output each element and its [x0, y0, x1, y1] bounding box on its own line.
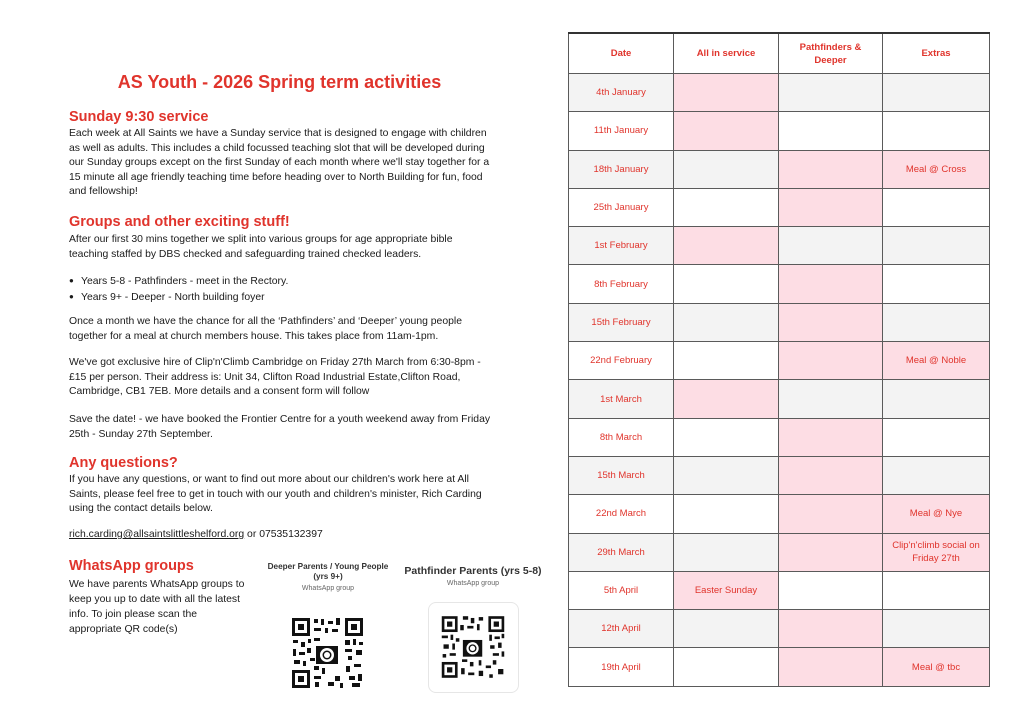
cell-all-in-service	[674, 380, 779, 418]
cell-all-in-service	[674, 227, 779, 265]
cell-pathfinders-deeper	[779, 610, 883, 648]
questions-heading: Any questions?	[69, 455, 178, 471]
cell-extras: Meal @ Cross	[883, 150, 990, 188]
questions-body: If you have any questions, or want to find out more about our children's work here at All Saints, please feel free to get in touch with our youth and children's minister, Rich Carding using the contact details below.	[69, 474, 482, 514]
cell-pathfinders-deeper	[779, 495, 883, 533]
table-row	[569, 112, 990, 150]
cell-pathfinders-deeper	[779, 571, 883, 609]
cell-date: 8th March	[569, 418, 674, 456]
qr-subtitle: WhatsApp group	[301, 585, 355, 592]
cell-date: 19th April	[569, 648, 674, 686]
cell-extras	[883, 265, 990, 303]
groups-bullet-list	[69, 273, 288, 305]
table-row	[569, 495, 990, 533]
deeper-qr-code[interactable]	[290, 616, 365, 690]
cell-all-in-service	[674, 648, 779, 686]
groups-body: After our first 30 mins together we split into various groups for age appropriate bible teaching staffed by DBS checked and safeguarding trained checked leaders.	[69, 234, 453, 260]
cell-extras: Meal @ Noble	[883, 342, 990, 380]
cell-all-in-service	[674, 456, 779, 494]
cell-pathfinders-deeper	[779, 303, 883, 341]
cell-pathfinders-deeper	[779, 74, 883, 112]
table-row	[569, 571, 990, 609]
cell-all-in-service	[674, 533, 779, 571]
cell-date: 12th April	[569, 610, 674, 648]
cell-date: 5th April	[569, 571, 674, 609]
cell-all-in-service	[674, 112, 779, 150]
table-row	[569, 610, 990, 648]
column-header-pathfinders-deeper: Pathfinders & Deeper	[779, 33, 883, 74]
whatsapp-heading: WhatsApp groups	[69, 558, 194, 574]
cell-date: 8th February	[569, 265, 674, 303]
climb-paragraph: We've got exclusive hire of Clip'n'Climb Cambridge on Friday 27th March from 6:30-8pm - £15 per person. Their address is: Unit 34, Clifton Road Industrial Estate,Clifton Road, Cambridge, CB1 7EB. More details and a consent form will follow	[69, 357, 481, 397]
table-row	[569, 150, 990, 188]
qr-title: Pathfinder Parents (yrs 5-8)	[404, 565, 542, 577]
cell-date: 11th January	[569, 112, 674, 150]
groups-heading: Groups and other exciting stuff!	[69, 214, 290, 230]
schedule-table	[568, 32, 990, 687]
cell-all-in-service	[674, 150, 779, 188]
deeper-qr-label	[262, 562, 394, 592]
table-row	[569, 418, 990, 456]
cell-extras	[883, 571, 990, 609]
cell-date: 18th January	[569, 150, 674, 188]
cell-pathfinders-deeper	[779, 380, 883, 418]
cell-extras: Meal @ Nye	[883, 495, 990, 533]
pathfinder-qr-code[interactable]	[440, 613, 506, 681]
cell-extras	[883, 456, 990, 494]
cell-date: 1st March	[569, 380, 674, 418]
cell-pathfinders-deeper	[779, 342, 883, 380]
cell-date: 25th January	[569, 188, 674, 226]
schedule-body	[569, 74, 990, 687]
cell-extras	[883, 227, 990, 265]
cell-all-in-service: Easter Sunday	[674, 571, 779, 609]
cell-date: 29th March	[569, 533, 674, 571]
cell-extras	[883, 112, 990, 150]
cell-date: 4th January	[569, 74, 674, 112]
cell-extras: Meal @ tbc	[883, 648, 990, 686]
table-row	[569, 74, 990, 112]
column-header-all-in-service: All in service	[674, 33, 779, 74]
table-row	[569, 648, 990, 686]
column-header-date: Date	[569, 33, 674, 74]
table-row	[569, 303, 990, 341]
or-text: or	[247, 529, 257, 540]
table-row	[569, 533, 990, 571]
whatsapp-body: We have parents WhatsApp groups to keep you up to date with all the latest info. To join please scan the appropriate QR code(s)	[69, 579, 245, 635]
cell-pathfinders-deeper	[779, 418, 883, 456]
cell-extras	[883, 188, 990, 226]
cell-date: 15th March	[569, 456, 674, 494]
cell-pathfinders-deeper	[779, 533, 883, 571]
column-header-extras: Extras	[883, 33, 990, 74]
table-row	[569, 342, 990, 380]
cell-date: 22nd March	[569, 495, 674, 533]
cell-date: 22nd February	[569, 342, 674, 380]
weekend-paragraph: Save the date! - we have booked the Frontier Centre for a youth weekend away from Friday 25th - Sunday 27th September.	[69, 414, 491, 440]
cell-all-in-service	[674, 303, 779, 341]
sunday-heading: Sunday 9:30 service	[69, 109, 209, 125]
cell-extras	[883, 380, 990, 418]
cell-all-in-service	[674, 418, 779, 456]
cell-all-in-service	[674, 74, 779, 112]
table-row	[569, 456, 990, 494]
pathfinder-qr-label	[397, 565, 549, 587]
qr-subtitle: WhatsApp group	[446, 580, 500, 587]
cell-pathfinders-deeper	[779, 188, 883, 226]
table-row	[569, 227, 990, 265]
cell-pathfinders-deeper	[779, 265, 883, 303]
cell-all-in-service	[674, 610, 779, 648]
cell-all-in-service	[674, 188, 779, 226]
email-link[interactable]: rich.carding@allsaintslittleshelford.org	[69, 529, 245, 540]
cell-all-in-service	[674, 342, 779, 380]
cell-extras	[883, 303, 990, 341]
list-item: ● Years 5-8 - Pathfinders - meet in the Rectory.	[69, 273, 288, 289]
table-row	[569, 188, 990, 226]
cell-all-in-service	[674, 495, 779, 533]
cell-extras	[883, 74, 990, 112]
table-row	[569, 265, 990, 303]
list-item: ● Years 9+ - Deeper - North building foyer	[69, 289, 288, 305]
cell-extras: Clip'n'climb social on Friday 27th	[883, 533, 990, 571]
table-header-row	[569, 33, 990, 74]
page-title: AS Youth - 2026 Spring term activities	[117, 72, 442, 92]
meal-paragraph: Once a month we have the chance for all the ‘Pathfinders’ and ‘Deeper’ young people together for a meal at church members house. This takes place from 11am-1pm.	[69, 316, 462, 342]
cell-pathfinders-deeper	[779, 227, 883, 265]
cell-extras	[883, 610, 990, 648]
qr-title: Deeper Parents / Young People (yrs 9+)	[267, 562, 389, 581]
cell-pathfinders-deeper	[779, 150, 883, 188]
cell-date: 15th February	[569, 303, 674, 341]
phone-number: 07535132397	[259, 529, 323, 540]
cell-all-in-service	[674, 265, 779, 303]
cell-pathfinders-deeper	[779, 456, 883, 494]
table-row	[569, 380, 990, 418]
contact-line	[69, 529, 323, 540]
cell-extras	[883, 418, 990, 456]
cell-date: 1st February	[569, 227, 674, 265]
sunday-body: Each week at All Saints we have a Sunday service that is designed to engage with children as well as adults. This includes a child focussed teaching slot that will be developed during our Sunday groups except on the first Sunday of each month where we'll stay together for a 15 minute all age friendly teaching time before heading over to North Building for fun, food and fellowship!	[69, 128, 490, 197]
cell-pathfinders-deeper	[779, 112, 883, 150]
cell-pathfinders-deeper	[779, 648, 883, 686]
